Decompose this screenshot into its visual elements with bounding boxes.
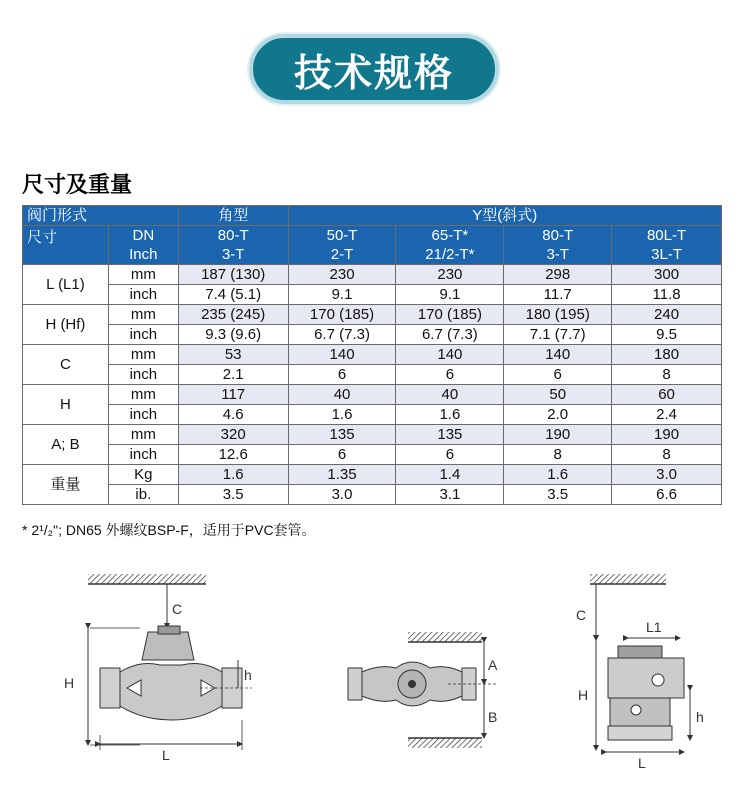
value-cell: 230 (288, 265, 396, 285)
column-dn: 80-T (217, 227, 249, 244)
y-type-header: Y型(斜式) (288, 206, 721, 226)
dn-label: DN (132, 227, 155, 244)
dn-inch-header (108, 226, 178, 265)
dim-b-label: B (488, 709, 498, 725)
table-row (23, 405, 722, 425)
angle-type-header: 角型 (178, 206, 288, 226)
dim-small-h-label: h (244, 667, 252, 683)
column-header (612, 226, 722, 265)
column-inch: 3-T (546, 246, 569, 263)
table-row (23, 445, 722, 465)
value-cell: 6.7 (7.3) (288, 325, 396, 345)
value-cell: 187 (130) (178, 265, 288, 285)
dim-h-label: H (64, 675, 75, 691)
footnote: * 2¹/₂"; DN65 外螺纹BSP-F，适用于PVC套管。 (22, 522, 316, 538)
value-cell: 1.4 (396, 465, 504, 485)
unit-cell: inch (108, 285, 178, 305)
dim-l-label-right: L (638, 755, 646, 771)
row-group-label: C (23, 345, 109, 385)
value-cell: 6 (288, 445, 396, 465)
column-inch: 21/2-T* (425, 246, 475, 263)
column-dn: 65-T* (431, 227, 469, 244)
value-cell: 6 (396, 445, 504, 465)
unit-cell: inch (108, 405, 178, 425)
table-row (23, 325, 722, 345)
value-cell: 235 (245) (178, 305, 288, 325)
unit-cell: mm (108, 425, 178, 445)
value-cell: 298 (504, 265, 612, 285)
value-cell: 230 (396, 265, 504, 285)
value-cell: 1.6 (504, 465, 612, 485)
value-cell: 11.8 (612, 285, 722, 305)
y-valve-drawing (64, 574, 252, 763)
value-cell: 50 (504, 385, 612, 405)
value-cell: 140 (288, 345, 396, 365)
table-header-row-2 (23, 226, 722, 265)
value-cell: 60 (612, 385, 722, 405)
dim-h-label-right: H (578, 687, 589, 703)
column-header (178, 226, 288, 265)
valve-type-header: 阀门形式 (23, 206, 179, 226)
value-cell: 180 (612, 345, 722, 365)
unit-cell: mm (108, 265, 178, 285)
value-cell: 180 (195) (504, 305, 612, 325)
row-group-label: L (L1) (23, 265, 109, 305)
value-cell: 8 (504, 445, 612, 465)
value-cell: 170 (185) (396, 305, 504, 325)
dim-c-label-right: C (576, 607, 587, 623)
value-cell: 4.6 (178, 405, 288, 425)
table-row (23, 425, 722, 445)
value-cell: 8 (612, 445, 722, 465)
row-group-label: 重量 (23, 465, 109, 505)
value-cell: 190 (612, 425, 722, 445)
value-cell: 135 (396, 425, 504, 445)
value-cell: 170 (185) (288, 305, 396, 325)
value-cell: 240 (612, 305, 722, 325)
value-cell: 8 (612, 365, 722, 385)
size-header: 尺寸 (23, 226, 109, 265)
column-inch: 3-T (221, 246, 245, 263)
section-title: 尺寸及重量 (22, 173, 133, 198)
value-cell: 9.3 (9.6) (178, 325, 288, 345)
value-cell: 6 (288, 365, 396, 385)
value-cell: 140 (504, 345, 612, 365)
column-header (504, 226, 612, 265)
dim-l-label: L (162, 747, 170, 763)
value-cell: 9.5 (612, 325, 722, 345)
table-row (23, 285, 722, 305)
table-row (23, 385, 722, 405)
dimension-drawings (0, 560, 750, 812)
value-cell: 135 (288, 425, 396, 445)
row-group-label: A; B (23, 425, 109, 465)
value-cell: 6.6 (612, 485, 722, 505)
value-cell: 11.7 (504, 285, 612, 305)
unit-cell: mm (108, 385, 178, 405)
value-cell: 320 (178, 425, 288, 445)
value-cell: 12.6 (178, 445, 288, 465)
angle-valve-drawing (576, 574, 704, 771)
dim-c-label: C (172, 601, 183, 617)
value-cell: 7.1 (7.7) (504, 325, 612, 345)
value-cell: 300 (612, 265, 722, 285)
title-banner (249, 34, 499, 104)
value-cell: 53 (178, 345, 288, 365)
value-cell: 6 (504, 365, 612, 385)
value-cell: 40 (396, 385, 504, 405)
column-inch: 2-T (330, 246, 354, 263)
value-cell: 2.1 (178, 365, 288, 385)
value-cell: 2.0 (504, 405, 612, 425)
row-group-label: H (23, 385, 109, 425)
value-cell: 6 (396, 365, 504, 385)
unit-cell: inch (108, 445, 178, 465)
value-cell: 117 (178, 385, 288, 405)
unit-cell: Kg (108, 465, 178, 485)
unit-cell: inch (108, 325, 178, 345)
value-cell: 1.6 (288, 405, 396, 425)
column-inch: 3L-T (651, 246, 682, 263)
value-cell: 3.0 (612, 465, 722, 485)
value-cell: 3.5 (178, 485, 288, 505)
column-dn: 50-T (326, 227, 358, 244)
value-cell: 2.4 (612, 405, 722, 425)
value-cell: 3.0 (288, 485, 396, 505)
table-row (23, 365, 722, 385)
value-cell: 9.1 (396, 285, 504, 305)
column-header (288, 226, 396, 265)
column-header (396, 226, 504, 265)
dim-small-h-label-right: h (696, 709, 704, 725)
table-row (23, 265, 722, 285)
value-cell: 9.1 (288, 285, 396, 305)
column-dn: 80-T (542, 227, 574, 244)
value-cell: 140 (396, 345, 504, 365)
value-cell: 6.7 (7.3) (396, 325, 504, 345)
banner-title: 技术规格 (293, 50, 454, 95)
dim-a-label: A (488, 657, 498, 673)
table-row (23, 465, 722, 485)
unit-cell: inch (108, 365, 178, 385)
unit-cell: mm (108, 305, 178, 325)
inch-label: Inch (129, 246, 158, 263)
value-cell: 3.1 (396, 485, 504, 505)
row-group-label: H (Hf) (23, 305, 109, 345)
unit-cell: mm (108, 345, 178, 365)
ceiling-hatch (88, 574, 206, 584)
value-cell: 3.5 (504, 485, 612, 505)
value-cell: 1.35 (288, 465, 396, 485)
value-cell: 40 (288, 385, 396, 405)
table-row (23, 305, 722, 325)
top-view-drawing (348, 632, 498, 748)
table-header-row-1 (23, 206, 722, 226)
table-row (23, 485, 722, 505)
table-row (23, 345, 722, 365)
column-dn: 80L-T (646, 227, 687, 244)
value-cell: 190 (504, 425, 612, 445)
unit-cell: ib. (108, 485, 178, 505)
dim-l1-label: L1 (646, 619, 662, 635)
value-cell: 7.4 (5.1) (178, 285, 288, 305)
value-cell: 1.6 (396, 405, 504, 425)
spec-table (22, 205, 722, 505)
value-cell: 1.6 (178, 465, 288, 485)
